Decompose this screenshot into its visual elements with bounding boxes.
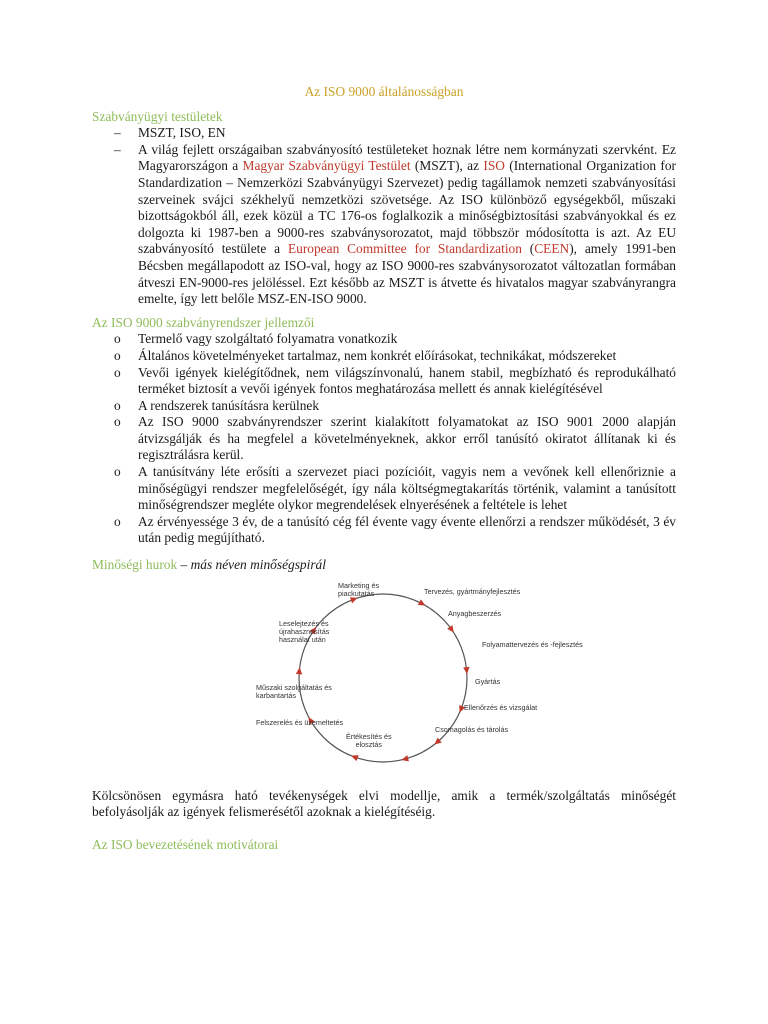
document-page: [92, 84, 676, 853]
dash-bullet: –: [114, 141, 121, 157]
list-item-text: A tanúsítvány léte erősíti a szervezet piaci pozícióit, vagyis nem a vevőnek kell ellenőriznie a minőségügyi rendszer megfelelőségét, így nála költségmegtakarítás történik, valamint a tanúsított minőségrendszer megléte olykor megrendelések elnyerésének a feltétele is lehet: [138, 464, 676, 513]
paragraph-text: A világ fejlett országaiban szabványosító testületeket hoznak létre nem kormányzati szervként. Ez Magyarországon a: [138, 141, 676, 174]
list-item-text: Általános követelményeket tartalmaz, nem konkrét előírásokat, technikákat, módszereket: [138, 347, 617, 363]
circle-bullet: o: [114, 464, 121, 480]
section-heading-quality-loop: [92, 557, 676, 574]
heading-text: Minőségi hurok: [92, 557, 178, 573]
link-iso[interactable]: ISO: [483, 158, 505, 174]
label-installation: Felszerelés és üzemeltetés: [256, 717, 344, 727]
paragraph-text: (MSZT), az: [410, 158, 484, 174]
dash-bullet: –: [114, 125, 121, 141]
list-item: [92, 365, 676, 398]
list-item-text: Az érvényessége 3 év, de a tanúsító cég fél évente vagy évente ellenőrzi a rendszer működését, 3 év után pedig megújítható.: [138, 513, 676, 546]
loop-arrowhead: [401, 755, 409, 761]
quality-loop-svg: [92, 580, 676, 780]
section-heading-motivators: Az ISO bevezetésének motivátorai: [92, 836, 279, 852]
list-item: [92, 398, 676, 415]
label-disposal: Leselejtezés és újrahasznosítás használat után: [279, 618, 330, 645]
loop-arrowhead: [463, 667, 469, 674]
list-item-text: Vevői igények kielégítődnek, nem világszínvonalú, hanem stabil, megbízható és reprodukálható terméket biztosít a vevői igények fontos meghatározása mellett és annak kielégítésével: [138, 364, 676, 397]
label-procurement: Anyagbeszerzés: [448, 608, 502, 618]
heading-subtitle: más néven minőségspirál: [190, 557, 326, 573]
quality-loop-diagram: [92, 580, 676, 780]
page-title: Az ISO 9000 általánosságban: [304, 84, 464, 99]
link-mszt[interactable]: Magyar Szabványügyi Testület: [242, 158, 411, 174]
list-item: [92, 142, 676, 308]
list-item: [92, 464, 676, 514]
loop-arrowhead: [351, 755, 359, 761]
paragraph-text: (International Organization for Standardization – Nemzerközi Szabványügyi Szervezet) pedig tagállamok nemzeti szabványosítási szerveinek svájci székhelyű nemzetközi szövetsége. Az ISO különböző egységekből, műszaki bizottságokból áll, ezek közül a TC 176-os foglalkozik a minőségbiztosítási szabványokkal és ez dolgozta ki 1987-ben a 9000-res szabványsorozatot, majd többször módosította is azt. Az EU szabványosító testülete a: [138, 158, 676, 257]
label-design: Tervezés, gyártmányfejlesztés: [424, 586, 521, 596]
list-item: [92, 331, 676, 348]
link-ceen[interactable]: CEEN: [534, 241, 570, 257]
circle-bullet: o: [114, 414, 121, 430]
circle-bullet: o: [114, 513, 121, 529]
circle-bullet: o: [114, 331, 121, 347]
list-item-text: Termelő vagy szolgáltató folyamatra vonatkozik: [138, 331, 398, 347]
list-item: [92, 125, 676, 142]
heading-dash: –: [177, 557, 191, 573]
label-packaging: Csomagolás és tárolás: [435, 724, 509, 734]
circle-bullet: o: [114, 347, 121, 363]
label-process-planning: Folyamattervezés és -fejlesztés: [482, 639, 583, 649]
circle-bullet: o: [114, 397, 121, 413]
link-cen[interactable]: European Committee for Standardization: [287, 241, 522, 257]
list-item-text: Az ISO 9000 szabványrendszer szerint kialakított folyamatokat az ISO 9001 2000 alapján átvizsgálják és ha megfelel a követelményeknek, akkor erről tanúsító okiratot állítanak ki és regisztrálásra kerül.: [138, 414, 676, 463]
section-heading-iso9000-features: Az ISO 9000 szabványrendszer jellemzői: [92, 314, 315, 330]
label-marketing: Marketing és piackutatás: [338, 580, 380, 598]
section-heading-standards-bodies: Szabványügyi testületek: [92, 108, 223, 124]
features-list: [92, 331, 676, 547]
paragraph-text: ), amely 1991-ben Bécsben megállapodott az ISO-val, hogy az ISO 9000-res szabványsorozatot változatlan formában átveszi EN-9000-res jelöléssel. Ezt később az MSZT is átvette és hivatalos magyar szabványrangra emelte, így lett belőle MSZ-EN-ISO 9000.: [138, 241, 676, 307]
paragraph-text: (: [521, 241, 535, 257]
list-item: [92, 348, 676, 365]
quality-loop-description: Kölcsönösen egymásra ható tevékenységek elvi modellje, amik a termék/szolgáltatás minőségét befolyásolják az igények felismerésétől azoknak a kielégítéséig.: [92, 787, 676, 820]
list-item-text: MSZT, ISO, EN: [138, 125, 226, 141]
standards-bodies-list: [92, 125, 676, 308]
loop-arrowhead: [447, 625, 454, 633]
list-item: [92, 414, 676, 464]
label-inspection: Ellenőrzés és vizsgálat: [464, 702, 538, 712]
circle-bullet: o: [114, 364, 121, 380]
label-technical-service: Műszaki szolgáltatás és karbantartás: [256, 682, 332, 700]
list-item: [92, 514, 676, 547]
label-sales: Értékesítés és elosztás: [346, 731, 392, 749]
list-item-text: A rendszerek tanúsításra kerülnek: [138, 397, 320, 413]
label-production: Gyártás: [475, 676, 501, 686]
loop-arrowhead: [296, 667, 302, 674]
